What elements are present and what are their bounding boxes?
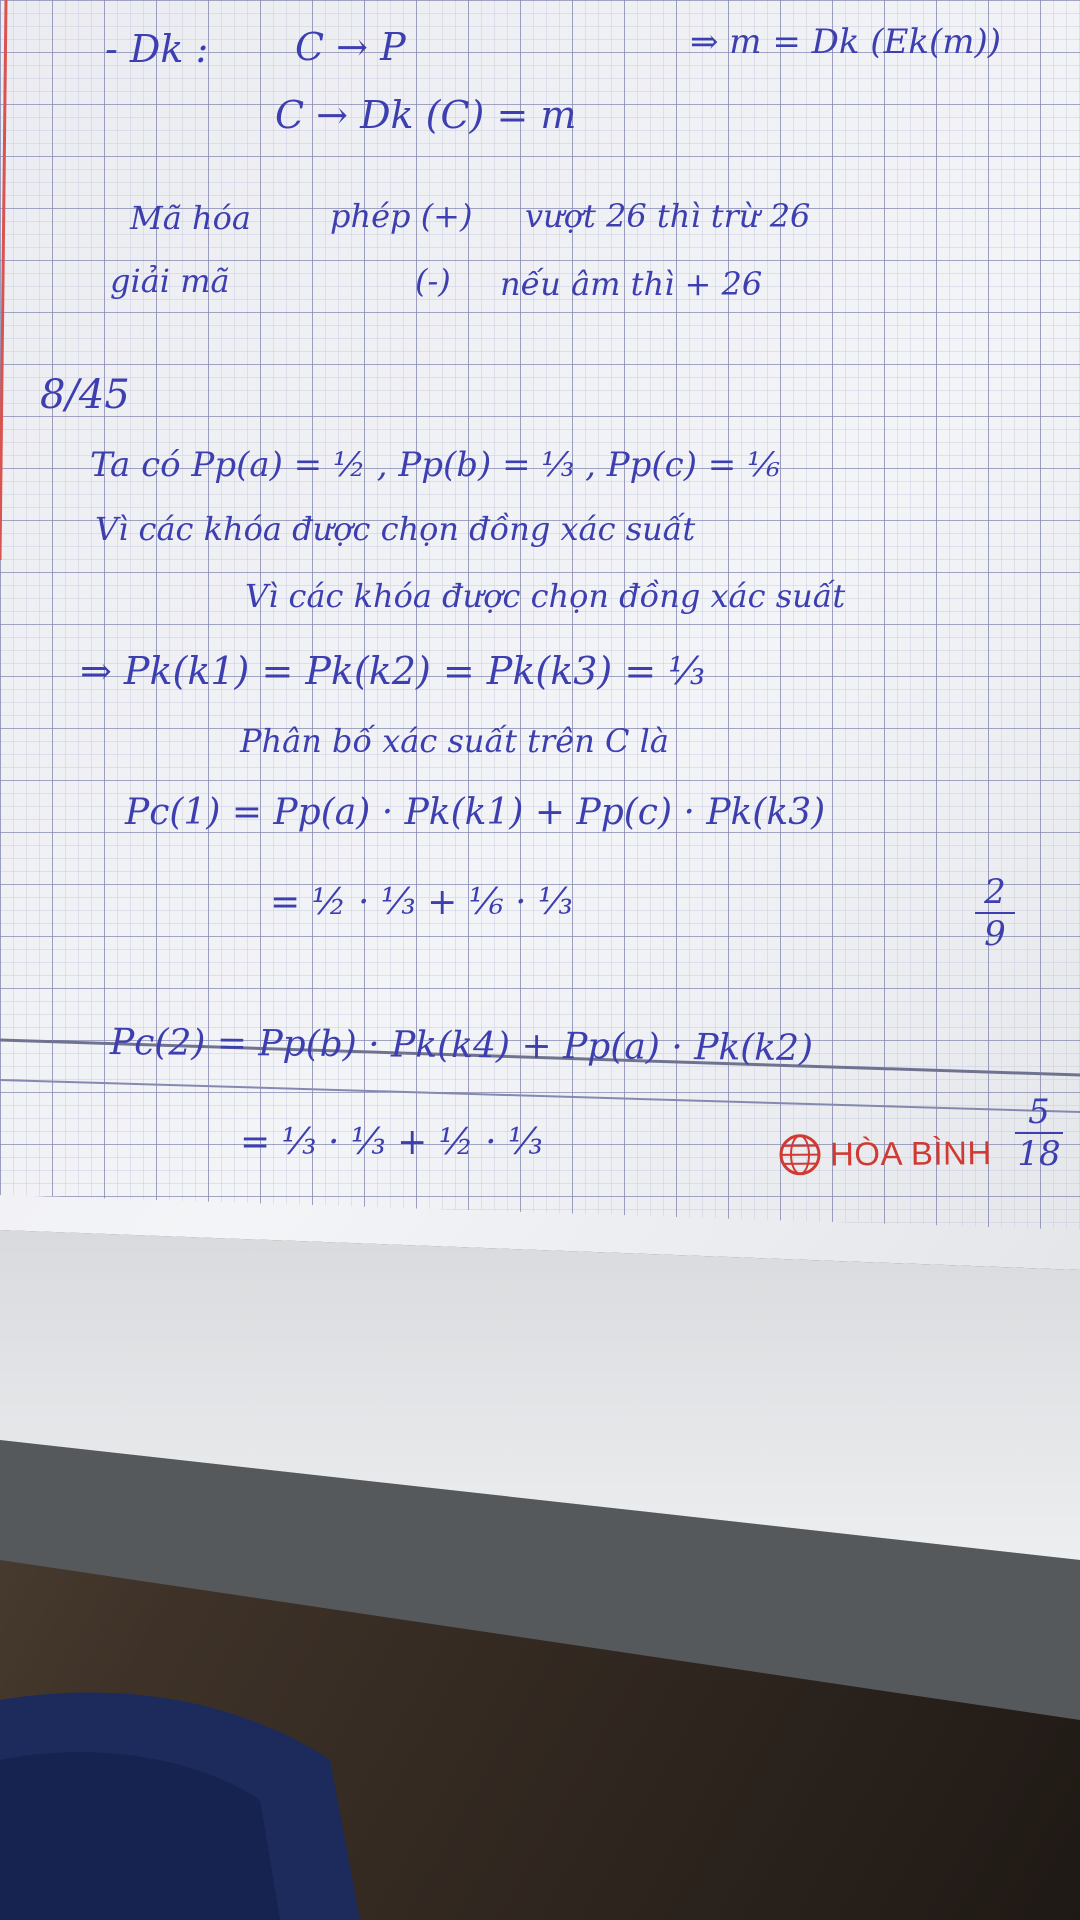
note-line-8: Vì các khóa được chọn đồng xác suất [245,577,846,615]
note-line-11: Pc(1) = Pp(a) · Pk(k1) + Pp(c) · Pk(k3) [125,792,826,833]
problem-number: 8/45 [40,372,130,418]
note-line-1c: ⇒ m = Dk (Ek(m)) [690,22,1002,62]
note-line-7: Vì các khóa được chọn đồng xác suất [95,510,696,548]
result-fraction-1 [975,872,1015,954]
note-line-3b: phép (+) [330,197,473,235]
result-2-denominator: 18 [1017,1134,1061,1174]
note-line-4a: giải mã [110,262,230,300]
note-line-4b: (-) [415,262,451,300]
result-2-numerator: 5 [1028,1092,1050,1132]
result-1-denominator: 9 [984,914,1006,954]
note-line-1b: C → P [295,25,406,69]
brand-name: HÒA BÌNH [829,1134,992,1173]
note-line-3a: Mã hóa [130,199,251,237]
globe-icon [778,1133,822,1177]
result-1-numerator: 2 [984,872,1006,912]
note-line-4c: nếu âm thì + 26 [500,265,763,303]
result-fraction-2 [1015,1092,1063,1174]
notebook-brand-logo [778,1129,992,1179]
note-line-1a: - Dk : [105,27,209,71]
note-line-13: Pc(2) = Pp(b) · Pk(k4) + Pp(a) · Pk(k2) [109,1022,814,1070]
note-line-14: = ⅓ · ⅓ + ½ · ⅓ [240,1122,543,1163]
note-line-6: Ta có Pp(a) = ½ , Pp(b) = ⅓ , Pp(c) = ⅙ [90,445,781,485]
note-line-10: Phân bố xác suất trên C là [240,722,669,760]
note-line-2: C → Dk (C) = m [275,93,577,137]
note-line-12: = ½ · ⅓ + ⅙ · ⅓ [270,882,573,923]
note-line-9: ⇒ Pk(k1) = Pk(k2) = Pk(k3) = ⅓ [80,649,706,693]
note-line-3c: vượt 26 thì trừ 26 [525,197,811,235]
